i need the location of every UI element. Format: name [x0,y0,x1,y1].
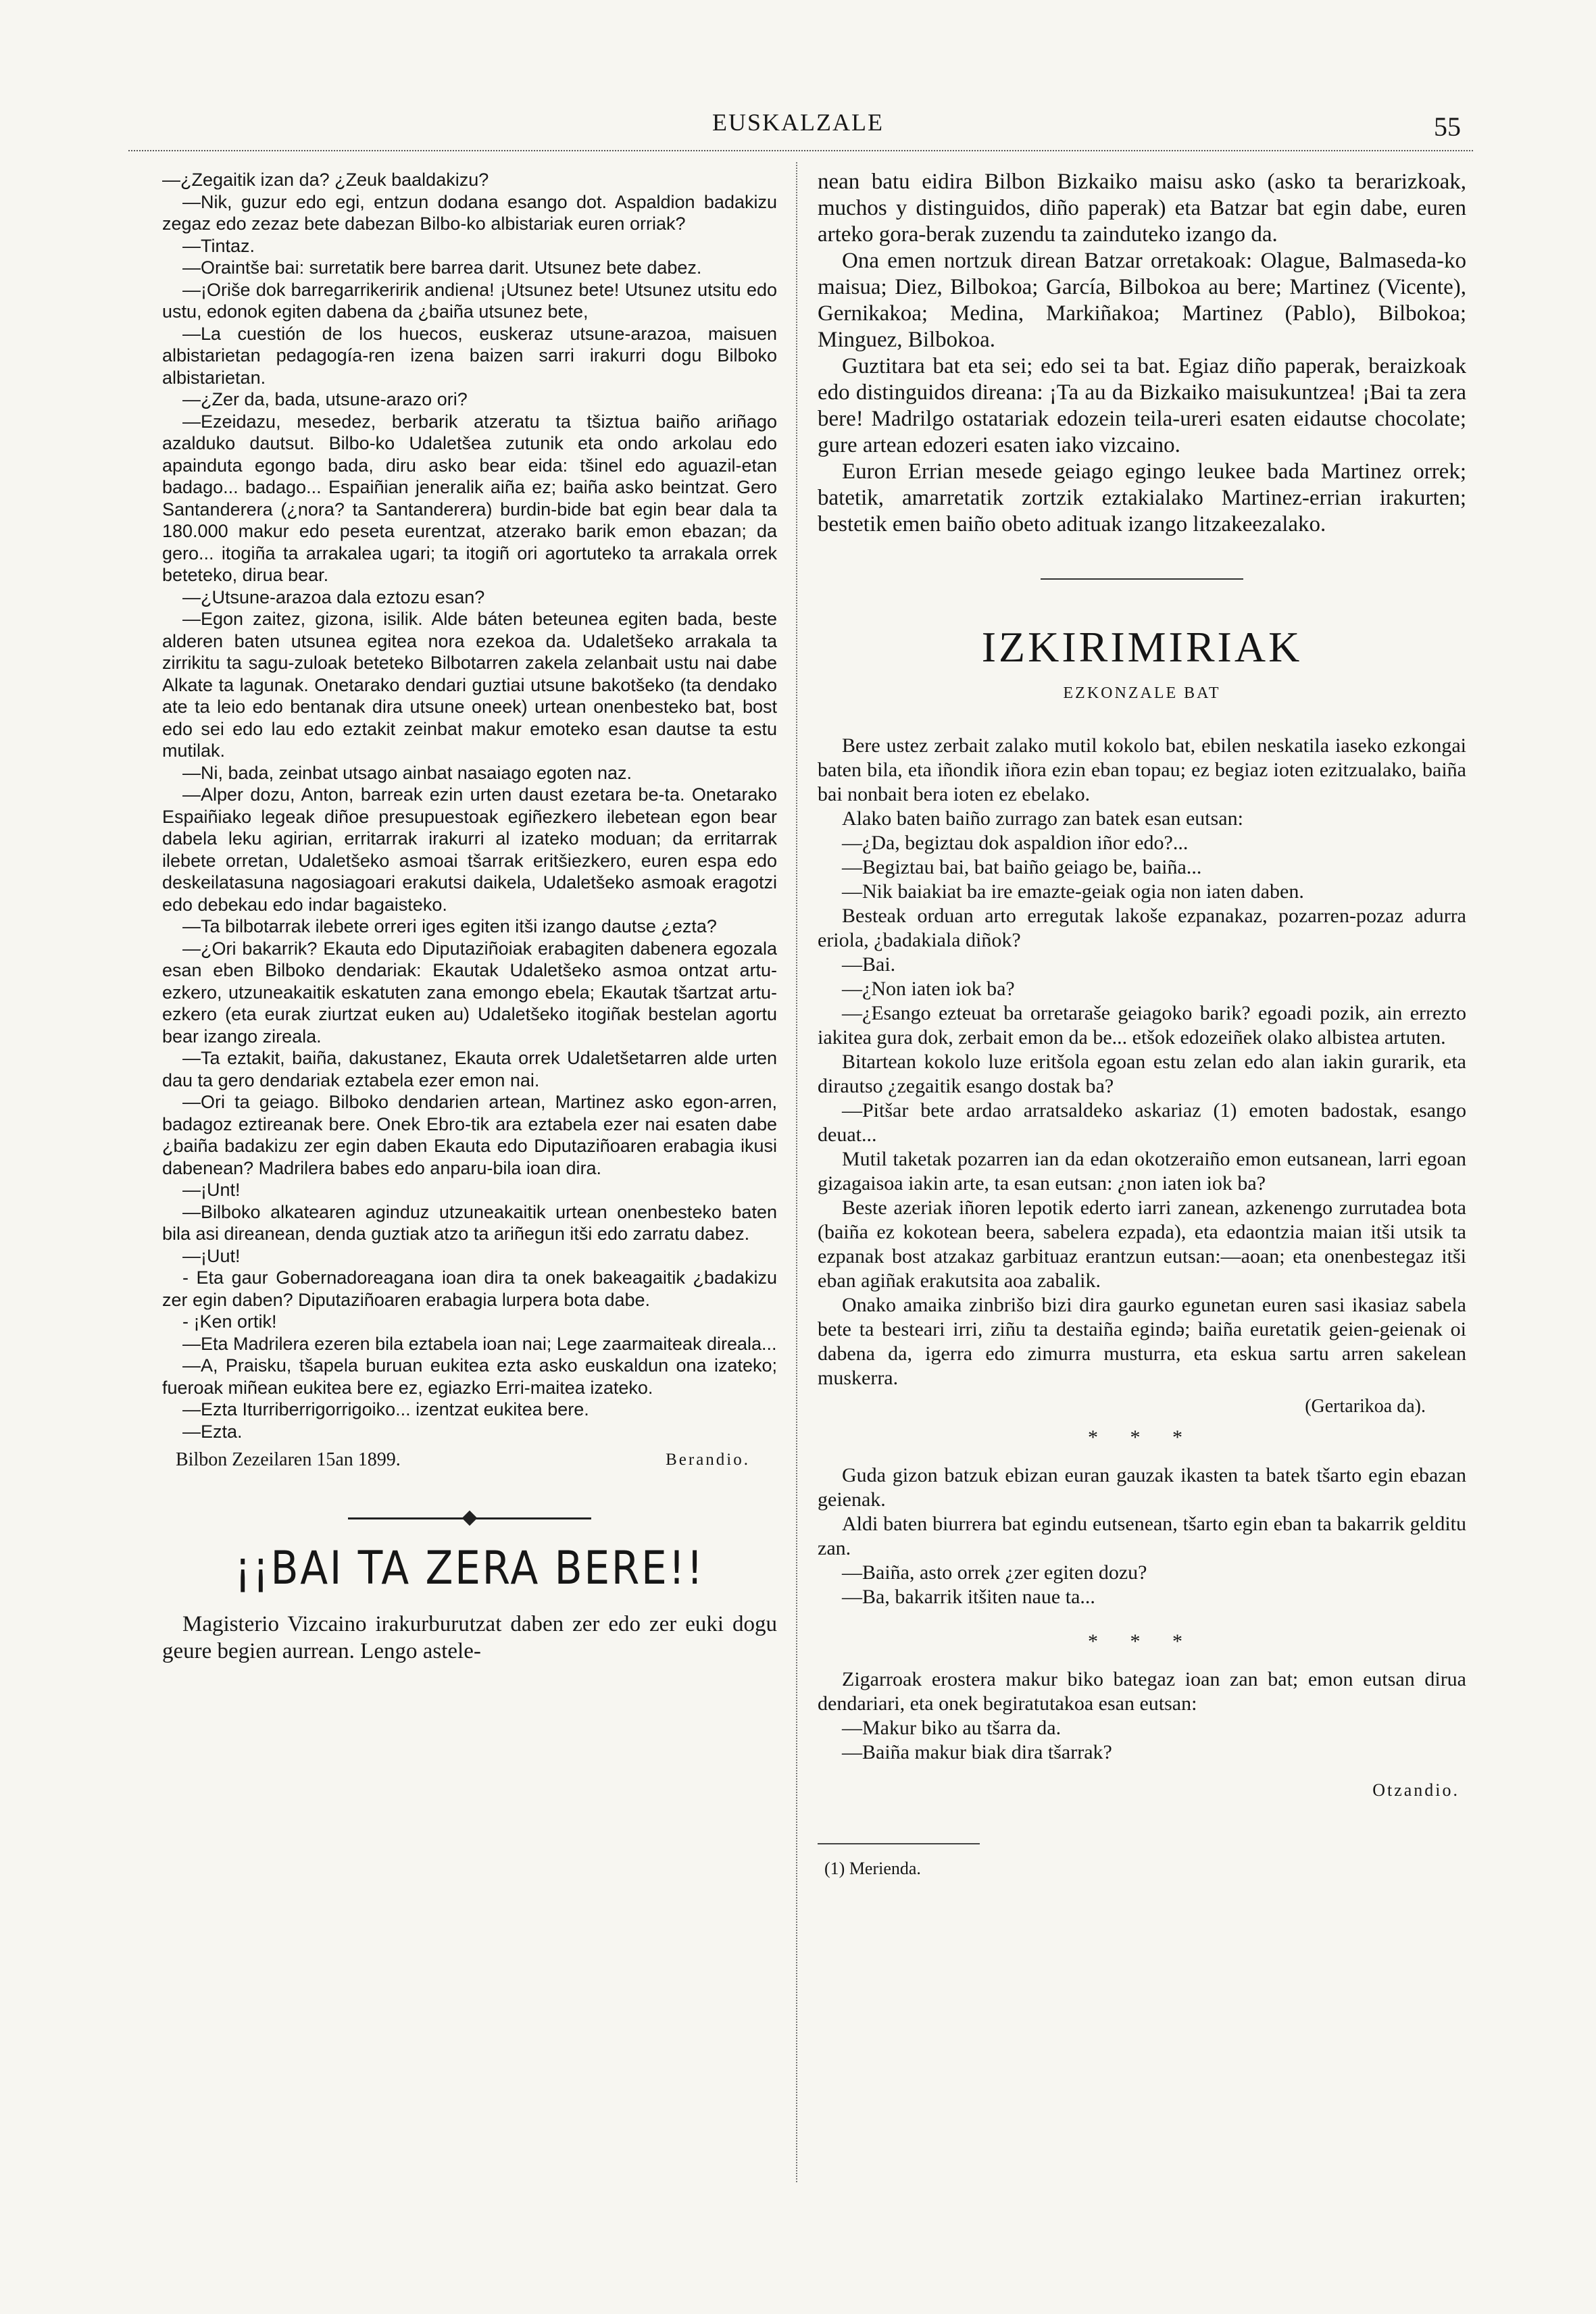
source-note: (Gertarikoa da). [1305,1396,1426,1417]
story-paragraph: —Baiña, asto orrek ¿zer egiten dozu? [842,1561,1147,1584]
story-paragraph: —Nik baiakiat ba ire emazte-geiak ogia non iaten daben. [842,880,1304,903]
story-paragraph: —¿Esango ezteuat ba orretaraše geiagoko barik? egoadi pozik, ain errezto iakitea gura dok, zerbait emon da be... etšok edozeiñek olako albistea artuten. [818,1002,1466,1049]
section-separator [1041,578,1243,580]
article-author: Berandio. [666,1451,750,1469]
dialogue-line: - ¡Ken ortik! [182,1311,277,1332]
left-column [162,169,777,1665]
story-paragraph: —Begiztau bai, bat baiño geiago be, baiña... [842,856,1202,878]
story-paragraph: —Bai. [842,953,896,976]
dialogue-line: —¡Orišе dok barregarrikeririk andiena! ¡Utsunez bete! Utsunez utsitu edo ustu, edonok egiten dabena da ¿baiña utsunez bete, [162,279,777,322]
dialogue-line: - Eta gaur Gobernadoreagana ioan dira ta onek bakeagaitik ¿badakizu zer egin daben? Diputaziñoaren erabagia lurpera bota dabe. [162,1267,777,1310]
dialogue-line: —Oraintše bai: surretatik bere barrea darit. Utsunez bete dabez. [182,257,702,278]
story-paragraph: Aldi baten biurrera bat egindu eutsenean, tšarto egin eban ta bakarrik gelditu zan. [818,1513,1466,1559]
asterism-divider: * * * [1088,1630,1196,1653]
story-paragraph: Zigarroak erostera makur biko bategaz ioan zan bat; emon eutsan dirua dendariari, eta onek begiratutakoa esan eutsan: [818,1668,1466,1715]
running-title: EUSKALZALE [712,109,884,136]
ornament-rule [348,1515,591,1521]
story-paragraph: —Pitšar bete ardao arratsaldeko askariaz (1) emoten badostak, esango deuat... [818,1099,1466,1146]
dialogue-line: —¿Ori bakarrik? Ekauta edo Diputaziñoiak erabagiten dabenera egozala esan eben Bilboko dendariak: Ekautak Udaletšeko asmoa ontzat artu-ezkero, utzuneakaitik eskatuten zana emongo ebela; Ekautak tšartzat artu-ezkero (eta eurak ziurtzat euken au) Udaletšeko itogiñak bestelan agortu bear izango zireala. [162,938,777,1047]
header-rule [128,150,1473,151]
story-paragraph: —Makur biko au tšarra da. [842,1717,1062,1739]
running-head [0,108,1596,149]
story-author: Otzandio. [1372,1780,1460,1800]
asterism-divider: * * * [1088,1426,1196,1449]
dialogue-line: —Ezta. [182,1421,243,1442]
place-date: Bilbon Zezeilaren 15an 1899. [176,1449,401,1470]
column-rule [796,162,797,2182]
footnote-rule [818,1843,980,1844]
story-paragraph: Alako baten baiño zurrago zan batek esan eutsan: [842,807,1243,830]
dialogue-line: —Ezta Iturriberrigorrigoiko... izentzat eukitea bere. [182,1399,589,1419]
article-paragraph: Guztitara bat eta sei; edo sei ta bat. Egiaz diño paperak, beraizkoak edo distinguidos direana: ¡Ta au da Bizkaiko maisukuntzea! ¡Bai ta zera bere! Madrilgo ostatariak edozein teila-ureri esaten eidautse chocolate; gure artean edozeri esaten iako vizcaino. [818,354,1466,457]
right-column [818,169,1466,1881]
dialogue-line: —Bilboko alkatearen aginduz utzuneakaitik urtean onenbesteko baten bila asi direanean, denda guztiak atzo ta ariñegun itši edo zarratu dabez. [162,1201,777,1244]
story-paragraph: —Ba, bakarrik itšiten naue ta... [842,1586,1095,1608]
dialogue-line: —A, Praisku, tšapela buruan eukitea ezta asko euskaldun ona izateko; fueroak miñean eukitea bere ez, egiazko Erri-maitea izateko. [162,1355,777,1398]
story-paragraph: —¿Da, begiztau dok aspaldion iñor edo?... [842,832,1189,854]
article-paragraph: nean batu eidira Bilbon Bizkaiko maisu asko (asko ta berarizkoak, muchos y distinguidos, diño paperak) eta Batzar bat egin dabe, euren arteko gora-berak zuzendu ta zainduteko izango da. [818,170,1466,247]
dialogue-line: —Ta bilbotarrak ilebete orreri iges egiten itši izango dautse ¿ezta? [182,916,717,936]
dialogue-line: —Nik, guzur edo egi, entzun dodana esango dot. Aspaldion badakizu zegaz edo zezaz bete dabezan Bilbo-ko albistariak euren orriak? [162,191,777,234]
story-paragraph: Bere ustez zerbait zalako mutil kokolo bat, ebilen neskatila iaseko ezkongai baten bila, eta iñondik iñora ezin eban topau; ez begiaz ioten ezitzualako, baiña bai nonbait bera ioten ez ebelako. [818,734,1466,805]
dialogue-line: —Tintaz. [182,235,255,256]
page-number: 55 [1434,111,1461,142]
story-paragraph: Guda gizon batzuk ebizan euran gauzak ikasten ta batek tšarto egin ebazan geienak. [818,1464,1466,1511]
article-paragraph: Euron Errian mesede geiago egingo leukee bada Martinez orrek; batetik, amarretatik zortzik eztakialako Martinez-errian irakurten; bestetik emen baiño obeto adituak izango litzakeezalako. [818,459,1466,536]
story-paragraph: Bitartean kokolo luze eritšola egoan estu zelan edo alan iakin gurarik, eta dirautso ¿zegaitik esango dostak ba? [818,1051,1466,1097]
story-paragraph: Beste azeriak iñoren lepotik ederto iarri zanean, azkenengo zurrutadea bota (baiña ez kokotean beera, sabelera ezpada), eta edaontzia maian itši utsik ta ezpanak bost atzakaz garbituaz erantzun eutsan:—aoan; eta onenbestegaz itši eban agiñak erakutsita aoa zabalik. [818,1197,1466,1292]
story-paragraph: Besteak orduan arto erregutak lakoše ezpanakaz, pozarren-pozaz adurra eriola, ¿badakiala diñok? [818,905,1466,951]
dialogue-line: —¡Unt! [182,1180,241,1200]
story-block [818,734,1466,1881]
dialogue-line: —Ni, bada, zeinbat utsago ainbat nasaiago egoten naz. [182,762,632,783]
dialogue-line: —¡Uut! [182,1245,241,1266]
dialogue-line: —¿Zegaitik izan da? ¿Zeuk baaldakizu? [162,170,489,190]
dialogue-line: —La cuestión de los huecos, euskeraz utsune-arazoa, maisuen albistarietan pedagogía-ren izena baizen sarri irakurri dogu Bilboko albistarietan. [162,323,777,388]
diamond-ornament-icon [462,1510,478,1526]
dialogue-line: —Ori ta geiago. Bilboko dendarien artean, Martinez asko egon-arren, badagoz eztireanak bere. Onek Ebro-tik ara eztabela ezer nai esaten dabe ¿baiña badakizu zer egin daben Ekauta edo Diputaziñoaren erabagia ikusi dabenean? Madrilera babes edo anparu-bila ioan dira. [162,1092,777,1178]
signature-line [162,1449,777,1472]
dialogue-line: —Ezeidazu, mesedez, berbarik atzeratu ta tšiztua baiño ariñago azalduko dautsut. Bilbo-ko Udaletšea zutunik eta ondo arkolau edo apainduta egongo bada, diru asko bear eida: tšinel edo aguazil-etan badago... badago... Espaiñian jeneralik aiña ez; baiña asko beintzat. Gero Santanderera (¿nora? ta Santanderera) burdin-bide bat egin bear dala ta 180.000 makur edo peseta eurentzat, atzerako barik emon ebazan; da gero... itogiña ta arrakalea ugari; ta itogiñ ori agortuteko ta arrakala orrek beteteko, dirua bear. [162,411,777,585]
footnote: (1) Merienda. [824,1859,921,1878]
story-paragraph: Onako amaika zinbrišo bizi dira gaurko egunetan euren sasi ikasiaz sabela bete ta besteari irri, ziñu ta destaiña egində; baiña euretatik geien-geienak oi dabena da, igerra edo zimurra musturra, eta eskua sartu arren sakelean muskerra. [818,1294,1466,1389]
dialogue-line: —Eta Madrilera ezeren bila eztabela ioan nai; Lege zaarmaiteak direala... [182,1333,777,1354]
story-paragraph: —Baiña makur biak dira tšarrak? [842,1741,1112,1763]
article-paragraph: Magisterio Vizcaino irakurburutzat daben zer edo zer euki dogu geure begien aurrean. Lengo astele- [162,1612,777,1663]
story-subtitle: EZKONZALE BAT [1063,684,1221,702]
dialogue-line: —Egon zaitez, gizona, isilik. Alde báten beteunea egiten bada, beste alderen baten utsunea egitea nora ezekoa da. Udaletšeko arrakala ta zirrikitu ta sagu-zuloak beteteko Bilbotarren zakela zelanbait ustu nai dabe Alkate ta lagunak. Onetarako dendari guztiai utsune bakotšeko (ta dendako ate ta leio edo bentanak dira utsune oneek) urtean onenbesteko bat, bost edo sei edo lau edo eztakit zeinbat makur emoteko esan dautse ta estu mutilak. [162,609,777,761]
story-paragraph: —¿Non iaten iok ba? [842,978,1015,1000]
article-paragraph: Ona emen nortzuk direan Batzar orretakoak: Olague, Balmaseda-ko maisua; Diez, Bilbokoa; García, Bilbokoa au bere; Martinez (Vicente), Gernikakoa; Medina, Markiñakoa; Martinez (Pablo), Bilbokoa; Minguez, Bilbokoa. [818,249,1466,352]
dialogue-line: —Ta eztakit, baiña, dakustanez, Ekauta orrek Udaletšetarren alde urten dau ta gero dendariak eztabela ezer emon nai. [162,1048,777,1090]
dialogue-line: —¿Zer da, bada, utsune-arazo ori? [182,389,468,409]
section-title: ¡¡BAI TA ZERA BERE!! [234,1541,705,1595]
dialogue-line: —¿Utsune-arazoa dala eztozu esan? [182,586,485,607]
story-paragraph: Mutil taketak pozarren ian da edan okotzeraiño emon eutsanean, larri egoan gizagaisoa iakin arte, ta esan eutsan: ¿non iaten iok ba? [818,1148,1466,1194]
dialogue-line: —Alper dozu, Anton, barreak ezin urten daust ezetara be-ta. Onetarako Espaiñiako legeak diñoe presupuestoak egiñezkero ilebetean egon bear dabela leku agirian, erritarrak irakurri al izateko moduan; da erritarrak ilebete orretan, Udaletšeko asmoai tšarrak eritšiezkero, euren espa edo deskeilatasuna nagosiagoari erakutsi daikela, Udaletšeko asmoak eragotzi edo debekau edo indar bagaisteko. [162,784,777,915]
izkirimiriak-title: IZKIRIMIRIAK [981,623,1303,671]
